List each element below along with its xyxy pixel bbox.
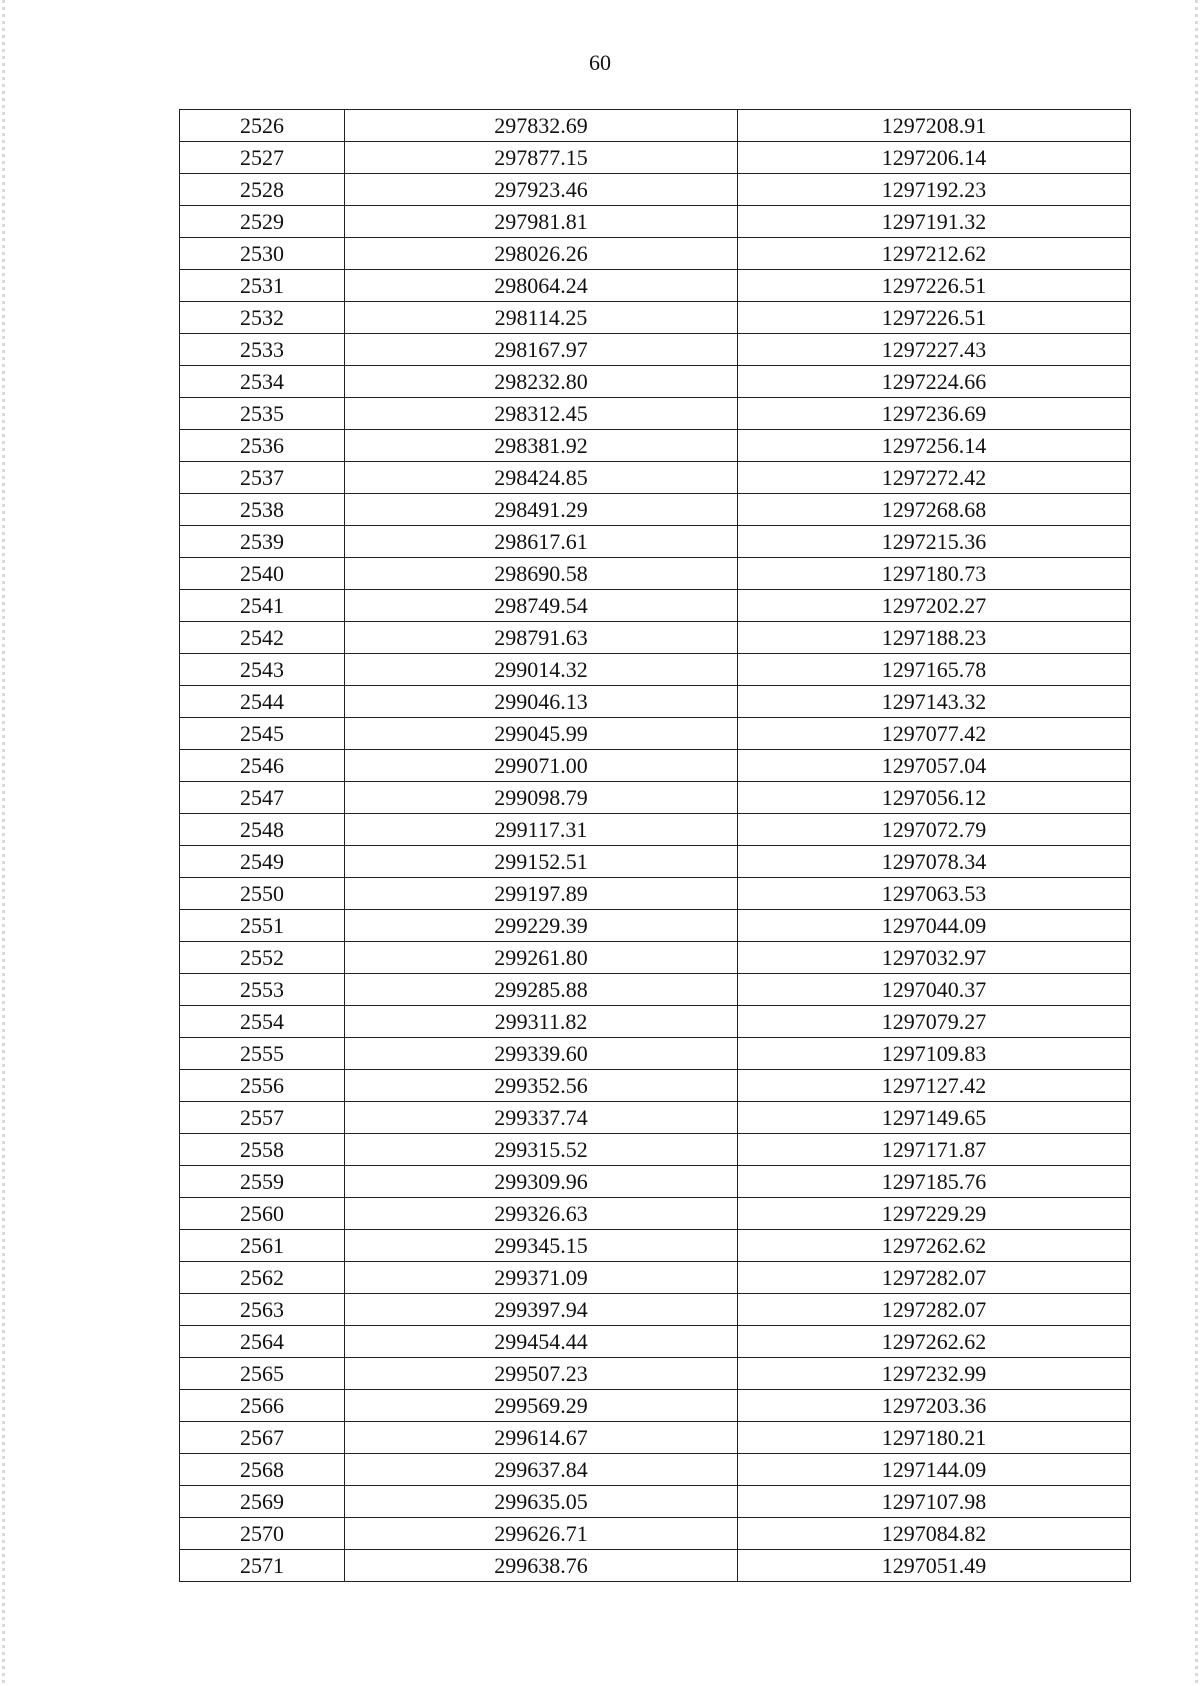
y-coordinate-cell: 1297143.32 <box>738 686 1131 718</box>
y-coordinate-cell: 1297224.66 <box>738 366 1131 398</box>
y-coordinate-cell: 1297171.87 <box>738 1134 1131 1166</box>
table-row <box>180 558 1131 590</box>
table-row <box>180 686 1131 718</box>
point-number-cell: 2559 <box>180 1166 345 1198</box>
y-coordinate-cell: 1297180.73 <box>738 558 1131 590</box>
x-coordinate-cell: 299507.23 <box>345 1358 738 1390</box>
x-coordinate-cell: 298749.54 <box>345 590 738 622</box>
table-row <box>180 814 1131 846</box>
x-coordinate-cell: 298026.26 <box>345 238 738 270</box>
table-row <box>180 1102 1131 1134</box>
table-row <box>180 622 1131 654</box>
x-coordinate-cell: 299454.44 <box>345 1326 738 1358</box>
y-coordinate-cell: 1297107.98 <box>738 1486 1131 1518</box>
point-number-cell: 2538 <box>180 494 345 526</box>
x-coordinate-cell: 299197.89 <box>345 878 738 910</box>
y-coordinate-cell: 1297077.42 <box>738 718 1131 750</box>
y-coordinate-cell: 1297256.14 <box>738 430 1131 462</box>
y-coordinate-cell: 1297268.68 <box>738 494 1131 526</box>
table-row <box>180 910 1131 942</box>
x-coordinate-cell: 298690.58 <box>345 558 738 590</box>
point-number-cell: 2555 <box>180 1038 345 1070</box>
point-number-cell: 2569 <box>180 1486 345 1518</box>
y-coordinate-cell: 1297208.91 <box>738 110 1131 142</box>
point-number-cell: 2553 <box>180 974 345 1006</box>
y-coordinate-cell: 1297262.62 <box>738 1230 1131 1262</box>
point-number-cell: 2540 <box>180 558 345 590</box>
table-row <box>180 1038 1131 1070</box>
y-coordinate-cell: 1297185.76 <box>738 1166 1131 1198</box>
x-coordinate-cell: 298491.29 <box>345 494 738 526</box>
y-coordinate-cell: 1297272.42 <box>738 462 1131 494</box>
table-row <box>180 782 1131 814</box>
table-row <box>180 334 1131 366</box>
point-number-cell: 2566 <box>180 1390 345 1422</box>
y-coordinate-cell: 1297079.27 <box>738 1006 1131 1038</box>
y-coordinate-cell: 1297212.62 <box>738 238 1131 270</box>
table-row <box>180 878 1131 910</box>
table-row <box>180 1230 1131 1262</box>
table-row <box>180 366 1131 398</box>
x-coordinate-cell: 299614.67 <box>345 1422 738 1454</box>
table-row <box>180 462 1131 494</box>
table-row <box>180 398 1131 430</box>
x-coordinate-cell: 298114.25 <box>345 302 738 334</box>
table-row <box>180 1550 1131 1582</box>
point-number-cell: 2548 <box>180 814 345 846</box>
table-row <box>180 846 1131 878</box>
table-row <box>180 110 1131 142</box>
y-coordinate-cell: 1297232.99 <box>738 1358 1131 1390</box>
y-coordinate-cell: 1297227.43 <box>738 334 1131 366</box>
y-coordinate-cell: 1297262.62 <box>738 1326 1131 1358</box>
point-number-cell: 2535 <box>180 398 345 430</box>
x-coordinate-cell: 297981.81 <box>345 206 738 238</box>
x-coordinate-cell: 298381.92 <box>345 430 738 462</box>
point-number-cell: 2531 <box>180 270 345 302</box>
table-row <box>180 1326 1131 1358</box>
x-coordinate-cell: 299261.80 <box>345 942 738 974</box>
point-number-cell: 2528 <box>180 174 345 206</box>
x-coordinate-cell: 299315.52 <box>345 1134 738 1166</box>
x-coordinate-cell: 299635.05 <box>345 1486 738 1518</box>
x-coordinate-cell: 298617.61 <box>345 526 738 558</box>
x-coordinate-cell: 299637.84 <box>345 1454 738 1486</box>
table-row <box>180 174 1131 206</box>
x-coordinate-cell: 299046.13 <box>345 686 738 718</box>
x-coordinate-cell: 297877.15 <box>345 142 738 174</box>
table-row <box>180 494 1131 526</box>
point-number-cell: 2533 <box>180 334 345 366</box>
y-coordinate-cell: 1297226.51 <box>738 270 1131 302</box>
x-coordinate-cell: 299152.51 <box>345 846 738 878</box>
x-coordinate-cell: 299569.29 <box>345 1390 738 1422</box>
y-coordinate-cell: 1297127.42 <box>738 1070 1131 1102</box>
x-coordinate-cell: 297832.69 <box>345 110 738 142</box>
point-number-cell: 2542 <box>180 622 345 654</box>
table-row <box>180 1518 1131 1550</box>
y-coordinate-cell: 1297040.37 <box>738 974 1131 1006</box>
table-row <box>180 270 1131 302</box>
table-row <box>180 974 1131 1006</box>
y-coordinate-cell: 1297084.82 <box>738 1518 1131 1550</box>
y-coordinate-cell: 1297236.69 <box>738 398 1131 430</box>
point-number-cell: 2556 <box>180 1070 345 1102</box>
table-row <box>180 1422 1131 1454</box>
point-number-cell: 2544 <box>180 686 345 718</box>
y-coordinate-cell: 1297149.65 <box>738 1102 1131 1134</box>
x-coordinate-cell: 299014.32 <box>345 654 738 686</box>
table-row <box>180 1006 1131 1038</box>
y-coordinate-cell: 1297056.12 <box>738 782 1131 814</box>
y-coordinate-cell: 1297192.23 <box>738 174 1131 206</box>
table-row <box>180 1294 1131 1326</box>
x-coordinate-cell: 298167.97 <box>345 334 738 366</box>
point-number-cell: 2526 <box>180 110 345 142</box>
point-number-cell: 2562 <box>180 1262 345 1294</box>
x-coordinate-cell: 299371.09 <box>345 1262 738 1294</box>
point-number-cell: 2536 <box>180 430 345 462</box>
table-row <box>180 1070 1131 1102</box>
point-number-cell: 2554 <box>180 1006 345 1038</box>
point-number-cell: 2557 <box>180 1102 345 1134</box>
x-coordinate-cell: 299071.00 <box>345 750 738 782</box>
x-coordinate-cell: 299326.63 <box>345 1198 738 1230</box>
point-number-cell: 2532 <box>180 302 345 334</box>
point-number-cell: 2552 <box>180 942 345 974</box>
point-number-cell: 2545 <box>180 718 345 750</box>
point-number-cell: 2561 <box>180 1230 345 1262</box>
table-row <box>180 1134 1131 1166</box>
x-coordinate-cell: 298064.24 <box>345 270 738 302</box>
table-row <box>180 1390 1131 1422</box>
y-coordinate-cell: 1297226.51 <box>738 302 1131 334</box>
y-coordinate-cell: 1297051.49 <box>738 1550 1131 1582</box>
point-number-cell: 2570 <box>180 1518 345 1550</box>
x-coordinate-cell: 299117.31 <box>345 814 738 846</box>
coordinate-table <box>179 109 1131 1582</box>
table-row <box>180 654 1131 686</box>
point-number-cell: 2564 <box>180 1326 345 1358</box>
table-row <box>180 430 1131 462</box>
point-number-cell: 2550 <box>180 878 345 910</box>
x-coordinate-cell: 299626.71 <box>345 1518 738 1550</box>
point-number-cell: 2541 <box>180 590 345 622</box>
y-coordinate-cell: 1297144.09 <box>738 1454 1131 1486</box>
scan-edge-right <box>1195 0 1198 1686</box>
table-row <box>180 1358 1131 1390</box>
y-coordinate-cell: 1297072.79 <box>738 814 1131 846</box>
x-coordinate-cell: 299345.15 <box>345 1230 738 1262</box>
x-coordinate-cell: 299339.60 <box>345 1038 738 1070</box>
y-coordinate-cell: 1297180.21 <box>738 1422 1131 1454</box>
point-number-cell: 2563 <box>180 1294 345 1326</box>
table-row <box>180 142 1131 174</box>
point-number-cell: 2567 <box>180 1422 345 1454</box>
y-coordinate-cell: 1297282.07 <box>738 1262 1131 1294</box>
x-coordinate-cell: 299311.82 <box>345 1006 738 1038</box>
y-coordinate-cell: 1297206.14 <box>738 142 1131 174</box>
page-number: 60 <box>589 50 611 75</box>
y-coordinate-cell: 1297165.78 <box>738 654 1131 686</box>
point-number-cell: 2534 <box>180 366 345 398</box>
y-coordinate-cell: 1297188.23 <box>738 622 1131 654</box>
coordinate-table-body <box>180 110 1131 1582</box>
point-number-cell: 2549 <box>180 846 345 878</box>
x-coordinate-cell: 299229.39 <box>345 910 738 942</box>
table-row <box>180 302 1131 334</box>
table-row <box>180 590 1131 622</box>
table-row <box>180 942 1131 974</box>
x-coordinate-cell: 299352.56 <box>345 1070 738 1102</box>
point-number-cell: 2527 <box>180 142 345 174</box>
table-row <box>180 1454 1131 1486</box>
x-coordinate-cell: 299337.74 <box>345 1102 738 1134</box>
table-row <box>180 1486 1131 1518</box>
y-coordinate-cell: 1297044.09 <box>738 910 1131 942</box>
x-coordinate-cell: 298791.63 <box>345 622 738 654</box>
table-row <box>180 206 1131 238</box>
point-number-cell: 2539 <box>180 526 345 558</box>
table-row <box>180 238 1131 270</box>
point-number-cell: 2565 <box>180 1358 345 1390</box>
point-number-cell: 2568 <box>180 1454 345 1486</box>
scan-edge-left <box>2 0 5 1686</box>
x-coordinate-cell: 299285.88 <box>345 974 738 1006</box>
y-coordinate-cell: 1297215.36 <box>738 526 1131 558</box>
y-coordinate-cell: 1297229.29 <box>738 1198 1131 1230</box>
x-coordinate-cell: 299045.99 <box>345 718 738 750</box>
y-coordinate-cell: 1297202.27 <box>738 590 1131 622</box>
y-coordinate-cell: 1297282.07 <box>738 1294 1131 1326</box>
table-row <box>180 1166 1131 1198</box>
x-coordinate-cell: 298232.80 <box>345 366 738 398</box>
point-number-cell: 2530 <box>180 238 345 270</box>
x-coordinate-cell: 299397.94 <box>345 1294 738 1326</box>
x-coordinate-cell: 299098.79 <box>345 782 738 814</box>
point-number-cell: 2560 <box>180 1198 345 1230</box>
table-row <box>180 750 1131 782</box>
point-number-cell: 2529 <box>180 206 345 238</box>
x-coordinate-cell: 298312.45 <box>345 398 738 430</box>
y-coordinate-cell: 1297191.32 <box>738 206 1131 238</box>
point-number-cell: 2571 <box>180 1550 345 1582</box>
x-coordinate-cell: 298424.85 <box>345 462 738 494</box>
x-coordinate-cell: 299309.96 <box>345 1166 738 1198</box>
point-number-cell: 2543 <box>180 654 345 686</box>
y-coordinate-cell: 1297109.83 <box>738 1038 1131 1070</box>
table-row <box>180 718 1131 750</box>
y-coordinate-cell: 1297032.97 <box>738 942 1131 974</box>
point-number-cell: 2547 <box>180 782 345 814</box>
point-number-cell: 2546 <box>180 750 345 782</box>
table-row <box>180 526 1131 558</box>
point-number-cell: 2537 <box>180 462 345 494</box>
y-coordinate-cell: 1297057.04 <box>738 750 1131 782</box>
y-coordinate-cell: 1297203.36 <box>738 1390 1131 1422</box>
y-coordinate-cell: 1297063.53 <box>738 878 1131 910</box>
table-row <box>180 1262 1131 1294</box>
point-number-cell: 2558 <box>180 1134 345 1166</box>
table-row <box>180 1198 1131 1230</box>
y-coordinate-cell: 1297078.34 <box>738 846 1131 878</box>
x-coordinate-cell: 299638.76 <box>345 1550 738 1582</box>
point-number-cell: 2551 <box>180 910 345 942</box>
x-coordinate-cell: 297923.46 <box>345 174 738 206</box>
